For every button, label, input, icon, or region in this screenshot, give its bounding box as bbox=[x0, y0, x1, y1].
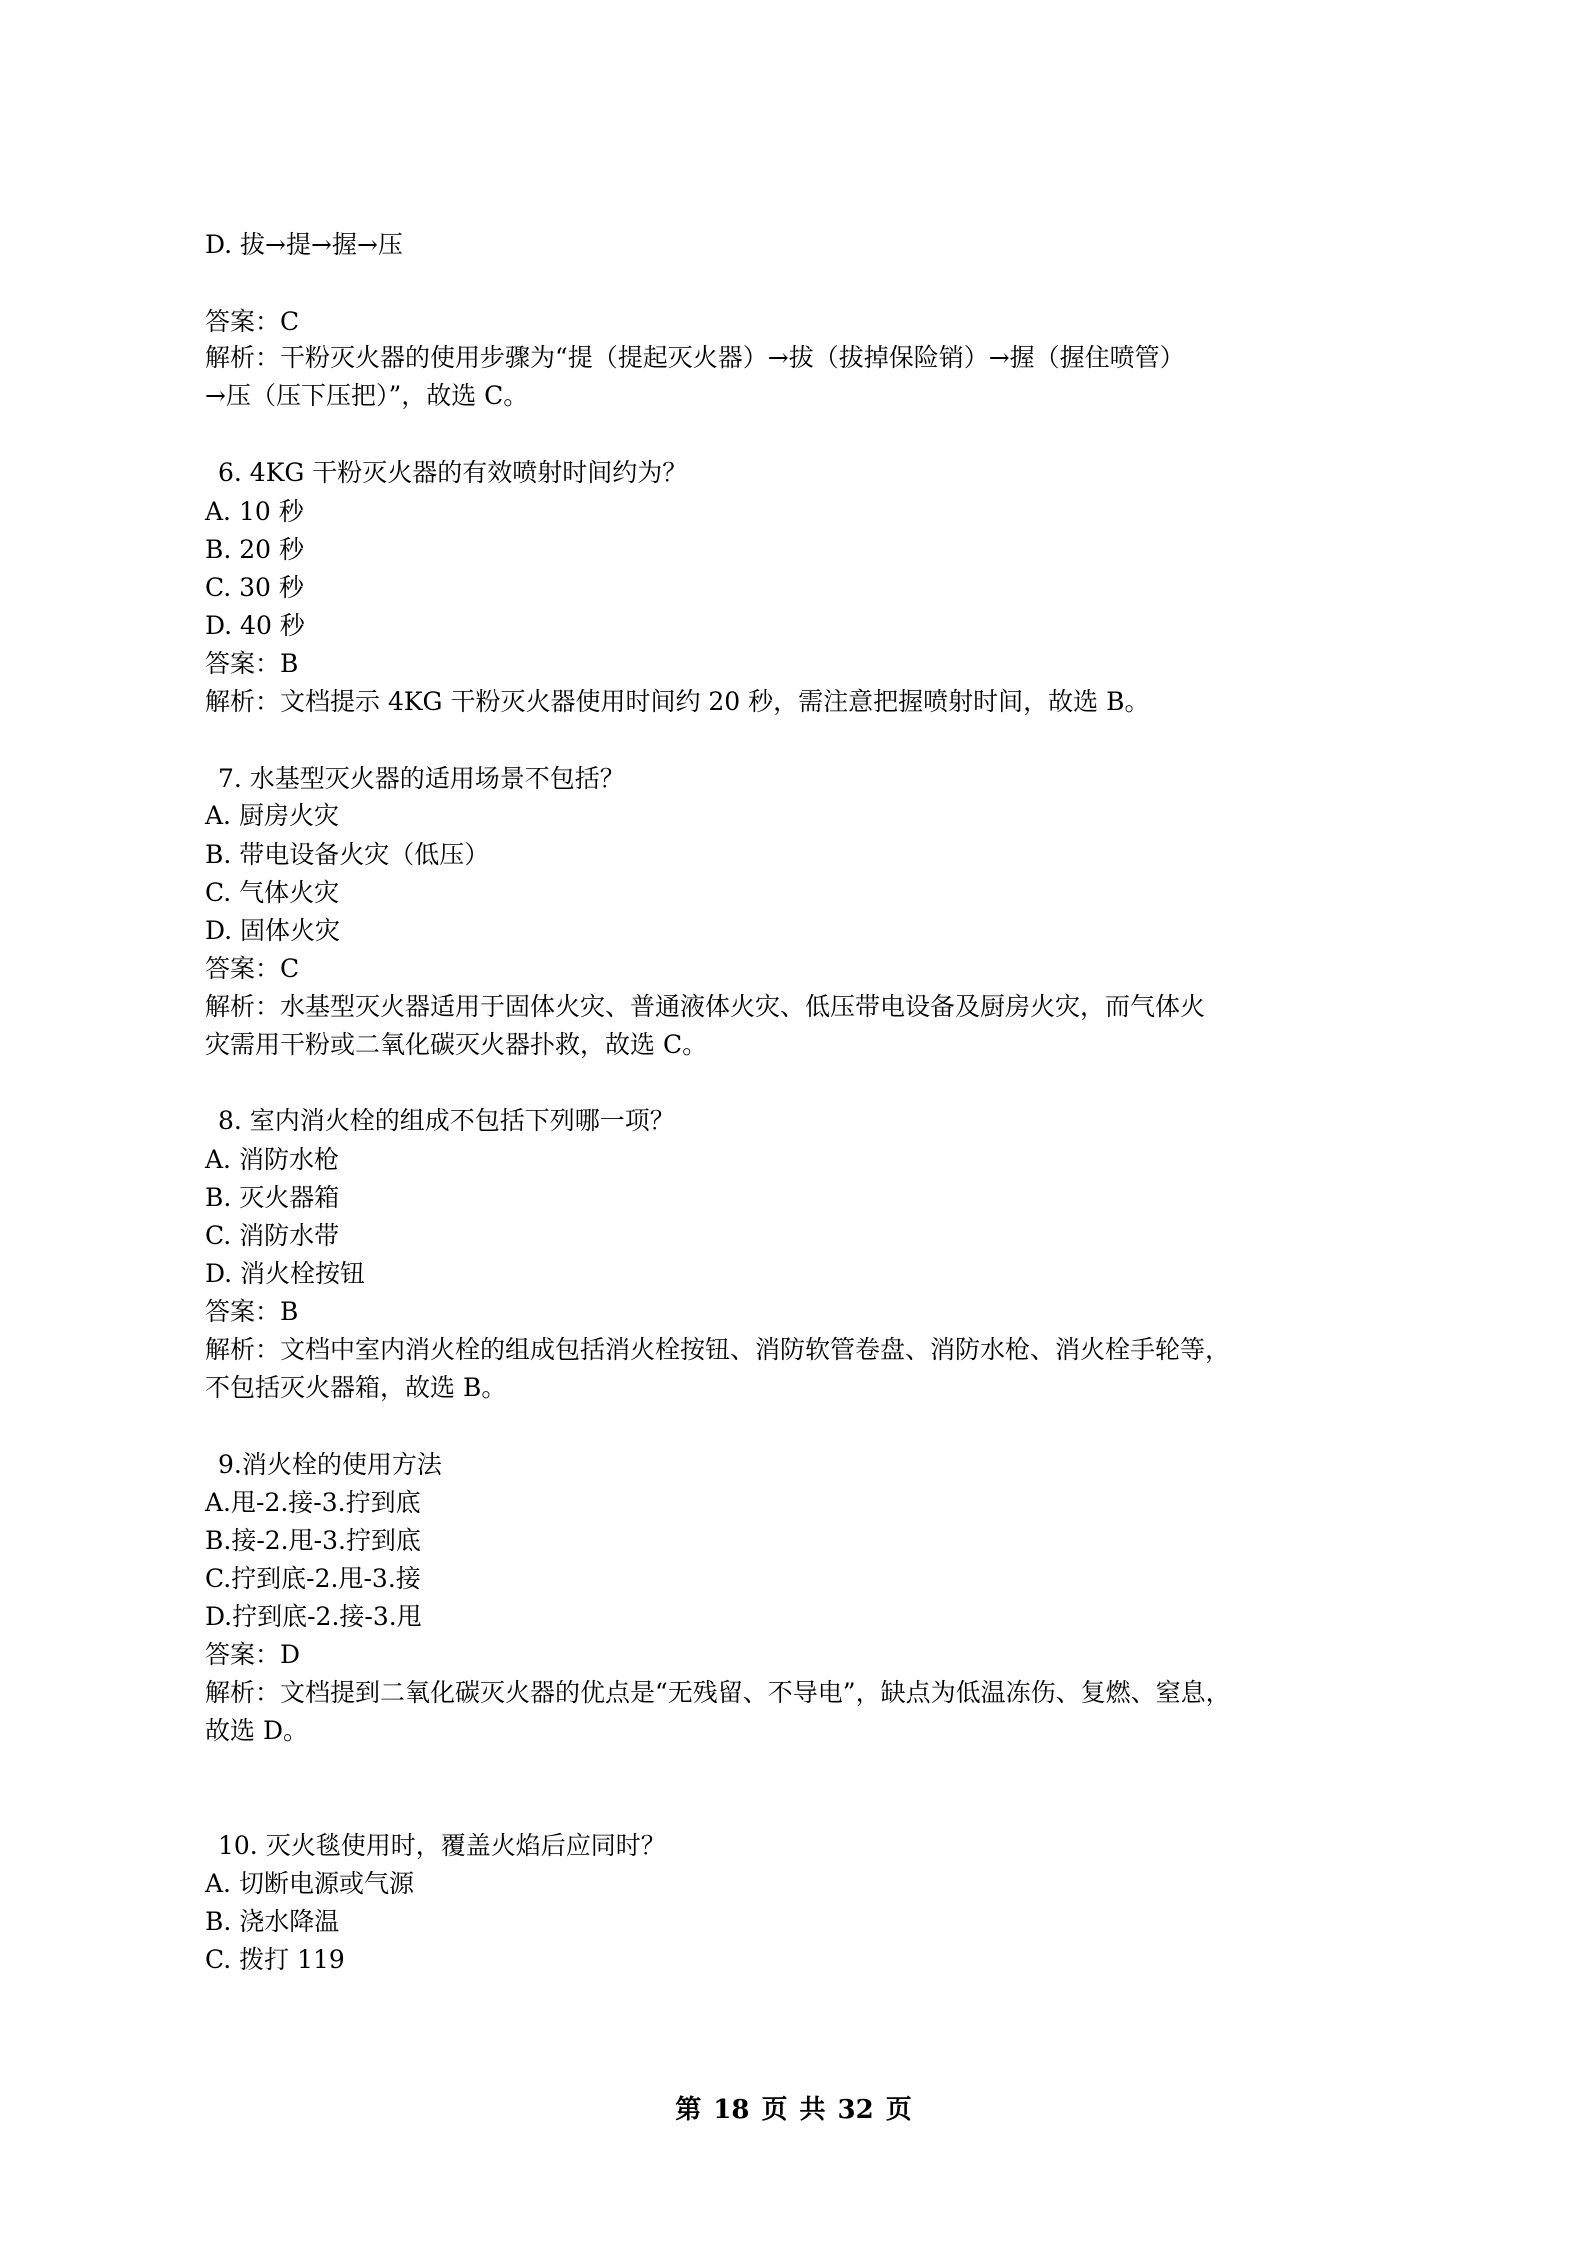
analysis-line: 解析：文档提到二氧化碳灭火器的优点是“无残留、不导电”，缺点为低温冻伤、复燃、窒息， bbox=[205, 1678, 1231, 1707]
question-line: 8. 室内消火栓的组成不包括下列哪一项？ bbox=[218, 1106, 675, 1135]
answer-line: 答案：C bbox=[205, 954, 300, 983]
option-line: B.接-2.甩-3.拧到底 bbox=[205, 1526, 421, 1555]
option-line: A. 厨房火灾 bbox=[205, 801, 339, 830]
analysis-line: 解析：文档中室内消火栓的组成包括消火栓按钮、消防软管卷盘、消防水枪、消火栓手轮等， bbox=[205, 1335, 1231, 1364]
answer-line: 答案：B bbox=[205, 649, 299, 678]
question-line: 6. 4KG 干粉灭火器的有效喷射时间约为？ bbox=[218, 458, 688, 487]
answer-line: 答案：C bbox=[205, 307, 300, 336]
analysis-line: 不包括灭火器箱，故选 B。 bbox=[205, 1373, 507, 1402]
option-line: C. 拨打 119 bbox=[205, 1945, 345, 1974]
option-line: A.甩-2.接-3.拧到底 bbox=[205, 1488, 421, 1517]
option-line: D. 拔→提→握→压 bbox=[205, 230, 403, 259]
footer-total-word: 共 bbox=[799, 2095, 826, 2125]
answer-line: 答案：D bbox=[205, 1640, 301, 1669]
question-line: 9.消火栓的使用方法 bbox=[218, 1450, 442, 1479]
option-line: B. 带电设备火灾（低压） bbox=[205, 840, 490, 869]
analysis-line: 解析：文档提示 4KG 干粉灭火器使用时间约 20 秒，需注意把握喷射时间，故选 B。 bbox=[205, 687, 1150, 716]
option-line: B. 20 秒 bbox=[205, 535, 305, 564]
question-line: 7. 水基型灭火器的适用场景不包括？ bbox=[218, 764, 625, 793]
option-line: D. 固体火灾 bbox=[205, 916, 341, 945]
option-line: B. 灭火器箱 bbox=[205, 1183, 340, 1212]
option-line: C. 气体火灾 bbox=[205, 878, 340, 907]
option-line: C.拧到底-2.甩-3.接 bbox=[205, 1564, 421, 1593]
option-line: D. 40 秒 bbox=[205, 611, 305, 640]
option-line: A. 消防水枪 bbox=[205, 1145, 339, 1174]
option-line: D.拧到底-2.接-3.甩 bbox=[205, 1602, 422, 1631]
analysis-line: →压（压下压把）”，故选 C。 bbox=[205, 381, 529, 410]
option-line: D. 消火栓按钮 bbox=[205, 1259, 366, 1288]
current-page-number: 18 bbox=[713, 2095, 750, 2125]
analysis-line: 故选 D。 bbox=[205, 1716, 308, 1745]
analysis-line: 解析：水基型灭火器适用于固体火灾、普通液体火灾、低压带电设备及厨房火灾，而气体火 bbox=[205, 992, 1206, 1021]
option-line: B. 浇水降温 bbox=[205, 1907, 340, 1936]
analysis-line: 解析：干粉灭火器的使用步骤为“提（提起灭火器）→拔（拔掉保险销）→握（握住喷管） bbox=[205, 343, 1185, 372]
option-line: C. 30 秒 bbox=[205, 573, 304, 602]
option-line: A. 切断电源或气源 bbox=[205, 1869, 414, 1898]
option-line: A. 10 秒 bbox=[205, 497, 304, 526]
answer-line: 答案：B bbox=[205, 1297, 299, 1326]
footer-page-word: 页 bbox=[761, 2095, 788, 2125]
footer-prefix: 第 bbox=[675, 2095, 702, 2125]
option-line: C. 消防水带 bbox=[205, 1221, 340, 1250]
question-line: 10. 灭火毯使用时，覆盖火焰后应同时？ bbox=[218, 1831, 666, 1860]
total-page-count: 32 bbox=[837, 2095, 874, 2125]
page-footer bbox=[0, 2091, 1587, 2129]
footer-suffix: 页 bbox=[885, 2095, 912, 2125]
analysis-line: 灾需用干粉或二氧化碳灭火器扑救，故选 C。 bbox=[205, 1030, 708, 1059]
